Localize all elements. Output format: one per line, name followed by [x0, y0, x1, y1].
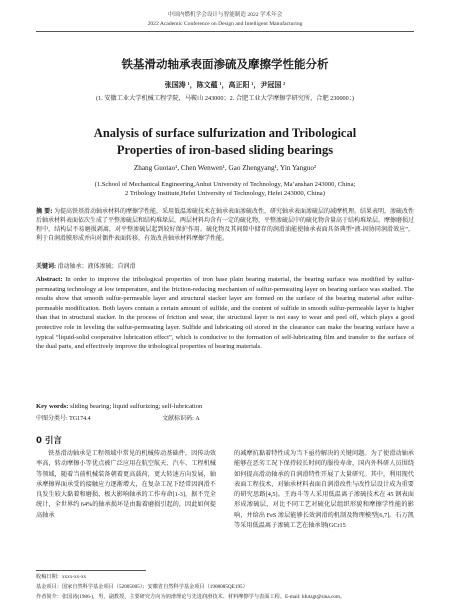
english-title-line-2: Properties of iron-based sliding bearings: [116, 143, 334, 157]
english-abstract-label: Abstract:: [36, 276, 63, 283]
english-keywords-label: Key words:: [36, 403, 69, 410]
intro-left-column: 铁基滑动轴承是工程领域中常见的机械传动基础件，因传动效率高，转动摩擦小等优点被广泛应用在航空航天、汽车、工程机械等领域，随着当前机械装备朝着更高载荷，更大转速方向发展，轴承摩擦界面承受的接触应力逐渐增大，在复杂工况下经常因润滑不良发生较大黏着和磨损，极大影响轴承的工作寿命[1-3]，据不完全统计，全世界约 64%的轴承损坏是由黏着磨损引起的，因此如何提高轴承: [36, 450, 216, 519]
section-heading: 0 引言: [36, 436, 62, 446]
document-code: 文献标识码: A: [162, 416, 200, 422]
chinese-keywords-text: 滑动轴承；液体渗硫；自润滑: [57, 264, 136, 270]
classification-code: 中图分类号: TG174.4: [36, 416, 91, 422]
header-rule: [36, 31, 414, 32]
classification-line: [36, 413, 414, 422]
english-affiliation: [40, 180, 410, 198]
footnote-rule: [36, 570, 146, 571]
english-affiliation-line-1: (1.School of Mechanical Engineering,Anhui University of Technology, Ma’anshan 243000, China;: [94, 181, 356, 188]
footnote-received: 收稿日期：xxxx-xx-xx: [36, 574, 87, 580]
english-affiliation-line-2: 2 Tribology Institute,Hefei University of Technology, Hefei 243000, China): [125, 190, 325, 197]
chinese-abstract-text: 为提高铁基滑动轴承材料的摩擦学性能，采用低温渗硫技术在轴承表面渗硫改性，研究轴承表面渗硫层的减摩机理。结果表明，渗硫改性后轴承材料表面依次生成了平整渗硫层和结构堆垛层，两层材料均含有一定的硫化物，平整渗硫层中的硫化物含量高于结构堆垛层。摩擦磨损过程中，结构层不易磨损剥离，对平整渗硫层起到较好保护作用。硫化物及其间隙中储存的润滑油能使轴承表面具备典型“液-固协同润滑效应”，利于自润滑膜形成并向对偶件表面转移，有效改善轴承材料摩擦学性能。: [36, 209, 415, 242]
footnote-author: 作者简介：张国涛(1986-)，男，副教授，主要研究方向为润滑理论与先进润滑技术、材料摩擦学与表面工程。E-mail: hfutzgt@sina.com。: [36, 594, 346, 600]
chinese-keywords-label: 关键词:: [36, 264, 56, 270]
chinese-affiliation: (1. 安徽工业大学机械工程学院，马鞍山 243000；2. 合肥工业大学摩擦学研究所，合肥 230000；): [96, 95, 354, 102]
english-abstract: [36, 275, 414, 352]
english-title-line-1: Analysis of surface sulfurization and Tribological: [93, 126, 357, 140]
chinese-authors: 张国涛 ¹，陈文蕴 ¹，高正阳 ¹，尹冠国 ²: [164, 81, 286, 89]
intro-right-column: 的减摩抗黏着特性成为当下亟待解决的关键问题。为了使滑动轴承能够在恶劣工况下保持较长时间的服役寿命，国内外科研人员围绕如何提高滑动轴承的自润滑特性开展了大量研究。其中，利用现代表面工程技术，对轴承材料表面自润滑改性与改性层设计成为重要的研究思路[4,5]。王海斗等人采用低温离子渗硫技术在 45 钢表面形成渗硫层，对比不同工艺对硫化层组织形貌和摩擦学性能的影响，并给出 FeS 渗层能够长效润滑的机制及物理模型[6,7]。石万凯等采用低温离子渗硫工艺在轴承钢(GCr15: [234, 450, 414, 530]
english-abstract-text: In order to improve the tribological properties of iron base plain bearing material, the bearing surface was modified by sulfur-permeating technology at low temperature, and the friction-reducing mechanism of sulfur-permeating layer on bearing surface was studied. The results show that smooth sulfur-permeable layer and structural stacker layer are formed on the surface of the bearing material after sulfur-permeable modification. Both layers contain a certain amount of sulfide, and the content of sulfide in smooth sulfur-permeable layer is higher than that in structural stacker. In the process of friction and wear, the structural layer is not easy to wear and peel off, which plays a good protective role in leveling the sulfur-permeating layer. Sulfide and lubricating oil stored in the clearance can make the bearing surface have a typical “liquid-solid cooperative lubrication effect”, which is conducive to the formation of self-lubricating film and transfer to the surface of the dual parts, and effectively improve the tribological properties of bearing materials.: [36, 276, 414, 351]
chinese-title: 铁基滑动轴承表面渗硫及摩擦学性能分析: [121, 57, 329, 71]
english-authors: Zhang Guotao¹, Chen Wenwen¹, Gao Zhengyang¹, Yin Yanguo²: [133, 164, 317, 172]
english-title: [0, 125, 450, 159]
chinese-keywords: [36, 261, 414, 270]
running-header-en: 2022 Academic Conference on Design and Intelligent Manufacturing: [147, 21, 303, 27]
english-keywords: [36, 403, 414, 410]
english-keywords-text: sliding bearing; liquid sulfurizing; self-lubrication: [70, 403, 203, 410]
footnote-fund: 基金项目：国家自然科学基金项目（52005005）；安徽省自然科学基金项目（1908085QE195）: [36, 584, 248, 590]
chinese-abstract-label: 摘 要:: [36, 208, 53, 215]
chinese-abstract: [36, 207, 414, 244]
running-header-cn: 中国内燃机学会设计与智能制造 2022 学术年会: [167, 12, 283, 18]
